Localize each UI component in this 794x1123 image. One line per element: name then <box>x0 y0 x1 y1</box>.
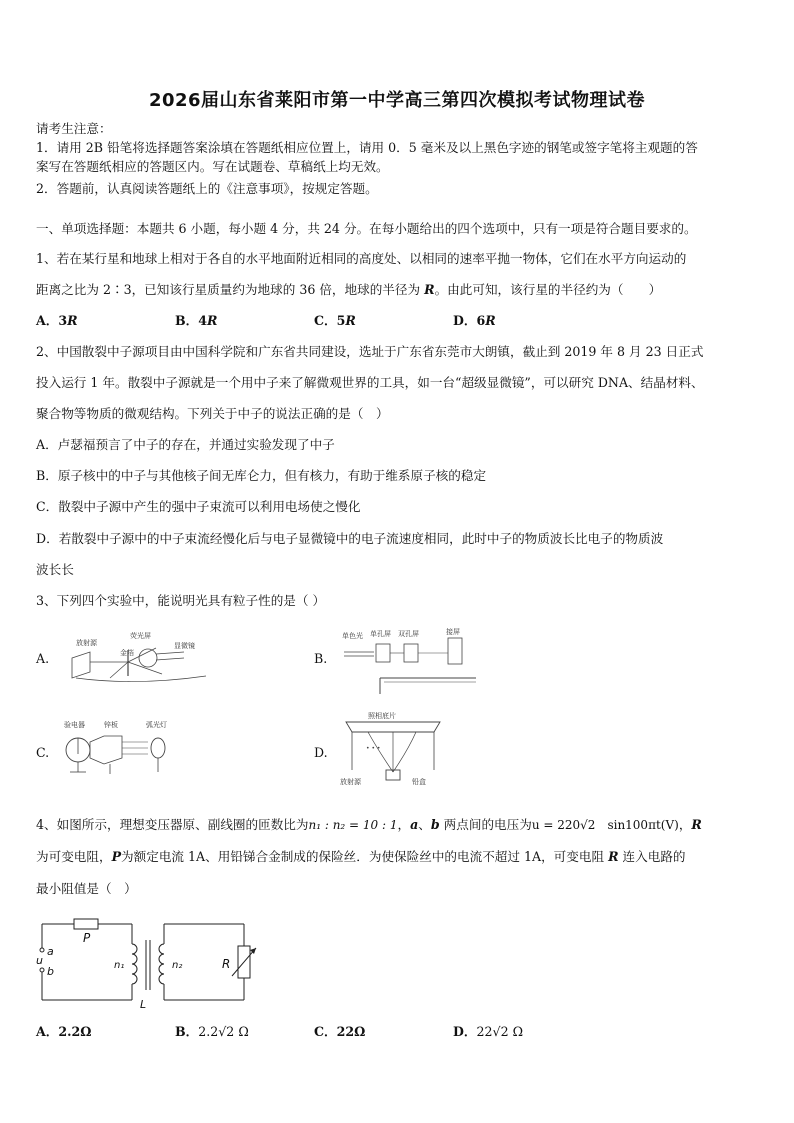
q2-option-c[interactable]: C．散裂中子源中产生的强中子束流可以利用电场使之慢化 <box>36 499 361 514</box>
label-a: a <box>47 945 54 958</box>
fig-a-label-foil: 金箔 <box>120 649 134 657</box>
primary-coil <box>132 944 137 984</box>
q3-figure-b-double-slit <box>340 626 480 696</box>
option-value: 6 <box>476 313 486 328</box>
q1-option-d[interactable] <box>453 312 496 330</box>
q1-option-c[interactable] <box>314 312 356 330</box>
option-value: 22Ω <box>336 1024 366 1039</box>
fig-d-field-dots: • • • <box>366 745 381 752</box>
q3-stem: 3、下列四个实验中，能说明光具有粒子性的是（ ） <box>36 593 326 608</box>
option-value: 4 <box>198 313 208 328</box>
q4-stem-line-2 <box>36 848 760 866</box>
option-var: R <box>345 313 356 328</box>
q4-text-g: 连入电路的 <box>618 849 686 864</box>
fig-a-label-source: 放射源 <box>76 639 97 647</box>
fig-c-label-electroscope: 验电器 <box>64 721 85 729</box>
fig-b-label-double: 双孔屏 <box>398 630 419 638</box>
terminal-b <box>40 968 44 972</box>
q4-dot: 、 <box>418 817 431 832</box>
fuse-p <box>74 919 98 929</box>
label-l: L <box>140 998 147 1010</box>
fig-c-lamp <box>151 738 165 758</box>
label-p: P <box>83 931 91 945</box>
q1-var-r: R <box>424 282 435 297</box>
q3-option-c-label[interactable]: C. <box>36 745 50 760</box>
fig-b-screen <box>448 638 462 664</box>
q4-stem-line-3: 最小阻值是（ ） <box>36 881 137 896</box>
fig-a-ray-3 <box>110 662 128 678</box>
option-label: A． <box>36 313 59 328</box>
option-label: D． <box>453 1024 477 1039</box>
q4-voltage: u = 220√2 sin100πt(V) <box>531 818 679 832</box>
page-title: 2026届山东省莱阳市第一中学高三第四次模拟考试物理试卷 <box>148 90 646 111</box>
fig-b-single-slit <box>376 644 390 662</box>
q1-option-a[interactable] <box>36 312 78 330</box>
q4-text-d: ， <box>678 817 692 832</box>
fig-d-track-1 <box>368 732 393 772</box>
option-var: R <box>67 313 78 328</box>
fig-a-microscope-tube <box>156 652 184 654</box>
q4-option-b[interactable] <box>175 1023 249 1041</box>
notice-heading: 请考生注意： <box>36 121 112 136</box>
option-value: 3 <box>58 313 68 328</box>
fig-b-double-slit <box>404 644 418 662</box>
q4-option-d[interactable] <box>453 1023 523 1041</box>
q2-stem-line-2: 投入运行 1 年。散裂中子源就是一个用中子来了解微观世界的工具，如一台“超级显微镜”，可以研究 DNA、结晶材料、 <box>36 375 704 390</box>
fig-b-label-light: 单色光 <box>342 632 363 640</box>
option-label: A． <box>36 1024 59 1039</box>
q4-var-r: R <box>691 817 702 832</box>
option-label: C． <box>314 1024 337 1039</box>
q1-stem-line-1: 1、若在某行星和地球上相对于各自的水平地面附近相同的高度处、以相同的速率平抛一物体，它们在水平方向运动的 <box>36 251 687 266</box>
label-r: R <box>222 957 231 971</box>
fig-c-label-zinc: 锌板 <box>104 721 118 729</box>
fig-c-label-lamp: 弧光灯 <box>146 721 167 729</box>
option-value: 2.2Ω <box>58 1024 92 1039</box>
q3-option-a-label[interactable]: A. <box>36 651 50 666</box>
q4-var-r-2: R <box>608 849 619 864</box>
q1-text-a: 距离之比为 2∶3，已知该行星质量约为地球的 36 倍，地球的半径为 <box>36 282 425 297</box>
q4-text-e: 为可变电阻， <box>36 849 112 864</box>
option-value: 5 <box>336 313 346 328</box>
label-u: u <box>36 954 43 967</box>
q4-text-c: 两点间的电压为 <box>439 817 532 832</box>
option-label: B． <box>175 1024 199 1039</box>
fig-d-film <box>346 722 440 732</box>
notice-item-2: 2．答题前，认真阅读答题纸上的《注意事项》，按规定答题。 <box>36 181 378 196</box>
fig-a-source-box <box>72 652 90 678</box>
fig-a-ray-2 <box>128 662 162 674</box>
q4-text-comma: ， <box>397 817 411 832</box>
q4-text-f: 为额定电流 1A、用铅锑合金制成的保险丝．为使保险丝中的电流不超过 1A，可变电阻 <box>121 849 609 864</box>
q1-stem-line-2 <box>36 281 760 299</box>
q1-text-b: 。由此可知，该行星的半径约为（ ） <box>434 282 662 297</box>
option-label: D． <box>453 313 477 328</box>
notice-item-1-line-2: 案写在答题纸相应的答题区内。写在试题卷、草稿纸上均无效。 <box>36 159 389 174</box>
q2-option-d-line-2: 波长长 <box>36 562 74 577</box>
q3-figure-a-alpha-scattering <box>66 628 216 686</box>
label-b: b <box>47 965 54 978</box>
q3-figure-c-photoelectric <box>60 718 180 778</box>
terminal-a <box>40 948 44 952</box>
fig-c-zinc-plate <box>90 736 122 764</box>
secondary-coil <box>159 944 164 984</box>
label-n2: n₂ <box>172 960 183 971</box>
fig-a-base <box>76 676 206 682</box>
q3-option-b-label[interactable]: B. <box>314 651 328 666</box>
q4-var-a: a <box>410 817 419 832</box>
q3-figure-d-radiation <box>338 710 448 788</box>
resistor-arrowhead <box>250 948 256 954</box>
option-label: B． <box>175 313 199 328</box>
option-var: R <box>207 313 218 328</box>
option-value: 2.2√2 Ω <box>198 1024 249 1039</box>
q4-stem-line-1 <box>36 816 760 834</box>
notice-item-1-line-1: 1．请用 2B 铅笔将选择题答案涂填在答题纸相应位置上，请用 0．5 毫米及以上黑色字迹的钢笔或签字笔将主观题的答 <box>36 140 698 155</box>
q1-option-b[interactable] <box>175 312 217 330</box>
q2-option-a[interactable]: A．卢瑟福预言了中子的存在，并通过实验发现了中子 <box>36 437 335 452</box>
q4-transformer-circuit <box>34 910 270 1010</box>
q4-ratio: n₁ : n₂ = 10 : 1 <box>308 818 398 832</box>
option-var: R <box>485 313 496 328</box>
fig-a-label-microscope: 显微镜 <box>174 642 195 650</box>
fig-d-label-film: 照相底片 <box>368 712 396 720</box>
q2-stem-line-3: 聚合物等物质的微观结构。下列关于中子的说法正确的是（ ） <box>36 406 389 421</box>
q4-option-a[interactable] <box>36 1023 92 1041</box>
label-n1: n₁ <box>114 960 125 971</box>
fig-d-label-lead: 铅盒 <box>412 778 426 786</box>
q2-stem-line-1: 2、中国散裂中子源项目由中国科学院和广东省共同建设，选址于广东省东莞市大朗镇，截止到 2019 年 8 月 23 日正式 <box>36 344 704 359</box>
fig-d-label-source: 放射源 <box>340 778 361 786</box>
fig-b-label-single: 单孔屏 <box>370 630 391 638</box>
fig-b-label-screen: 接屏 <box>446 628 460 636</box>
q4-var-b: b <box>430 817 440 832</box>
fig-a-label-screen: 荧光屏 <box>130 632 151 640</box>
q4-option-c[interactable] <box>314 1023 365 1041</box>
q4-var-p: P <box>111 849 122 864</box>
q2-option-d-line-1[interactable]: D．若散裂中子源中的中子束流经慢化后与电子显微镜中的电子流速度相同，此时中子的物质波长比电子的物质波 <box>36 531 664 546</box>
fig-a-microscope-tube-2 <box>156 658 184 660</box>
option-value: 22√2 Ω <box>476 1024 524 1039</box>
q2-option-b[interactable]: B．原子核中的中子与其他核子间无库仑力，但有核力，有助于维系原子核的稳定 <box>36 468 487 483</box>
section-heading: 一、单项选择题：本题共 6 小题，每小题 4 分，共 24 分。在每小题给出的四个选项中，只有一项是符合题目要求的。 <box>36 221 697 236</box>
fig-d-track-3 <box>393 732 416 772</box>
q4-text-a: 4、如图所示，理想变压器原、副线圈的匝数比为 <box>36 817 309 832</box>
q3-option-d-label[interactable]: D. <box>314 745 328 760</box>
option-label: C． <box>314 313 337 328</box>
